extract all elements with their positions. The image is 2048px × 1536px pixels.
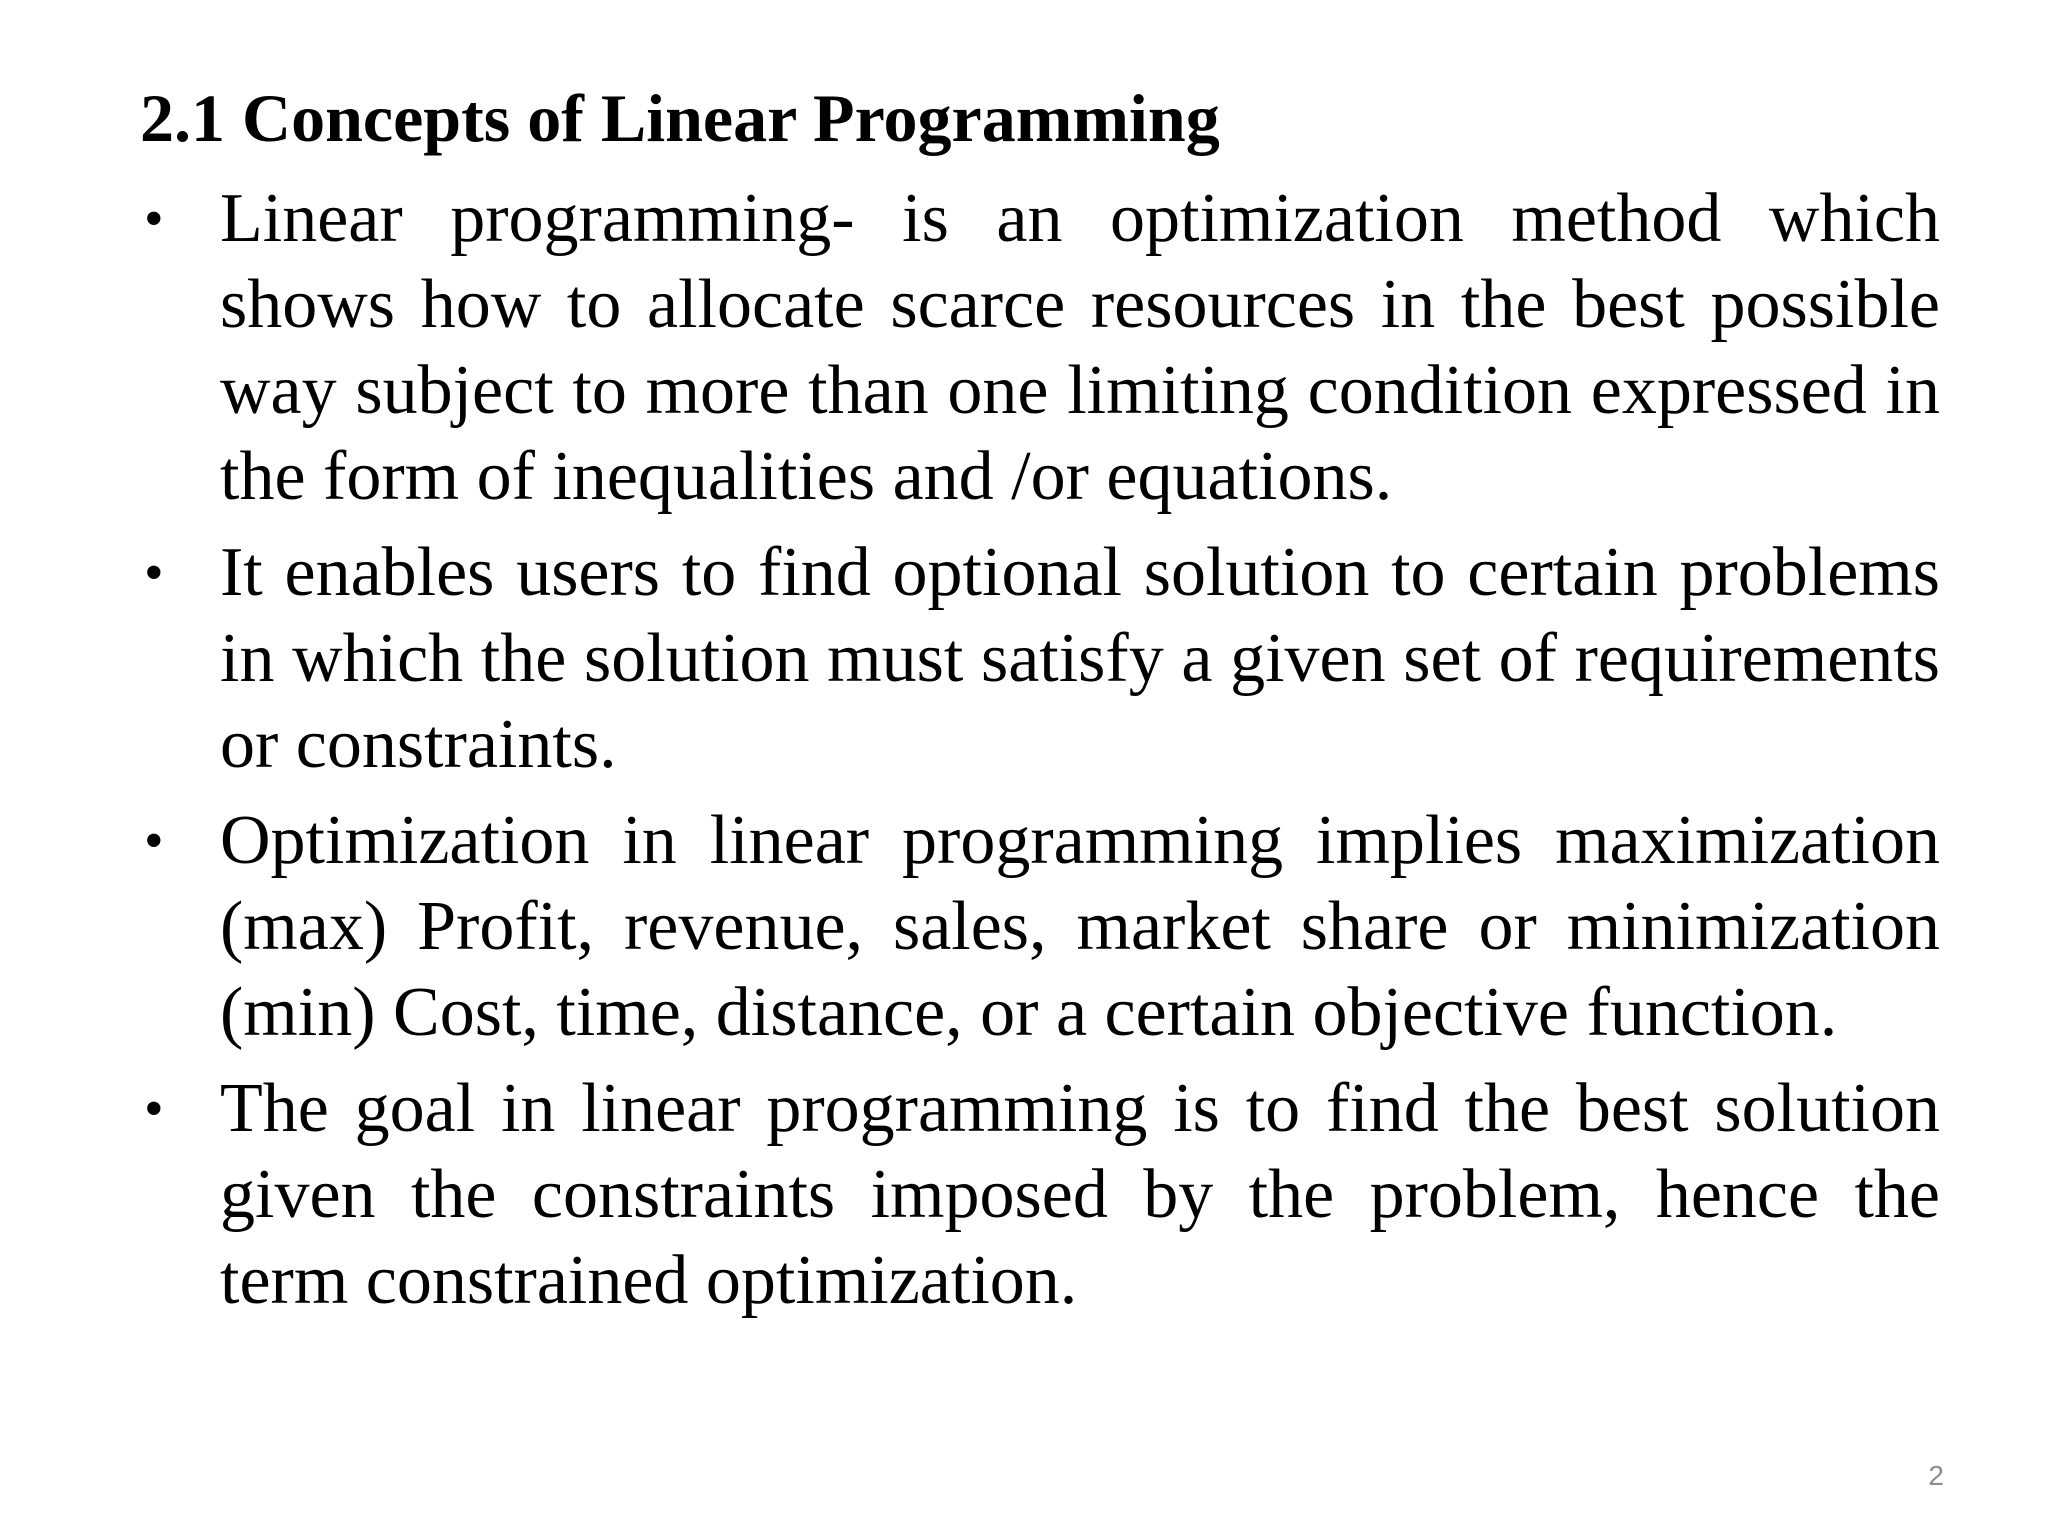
- bullet-item: [140, 798, 1940, 1056]
- bullet-icon: •: [144, 1078, 164, 1140]
- bullet-item: [140, 1066, 1940, 1324]
- bullet-icon: •: [144, 542, 164, 604]
- bullet-icon: •: [144, 810, 164, 872]
- bullet-list: [140, 176, 1940, 1334]
- bullet-text: Linear programming- is an optimization method which shows how to allocate scarce resources in the best possible way subject to more than one limiting condition expressed in the form of inequalities and /or equations.: [220, 180, 1940, 515]
- bullet-text: Optimization in linear programming implies maximization (max) Profit, revenue, sales, market share or minimization (min) Cost, time, distance, or a certain objective function.: [220, 802, 1940, 1051]
- bullet-icon: •: [144, 188, 164, 250]
- bullet-text: It enables users to find optional solution to certain problems in which the solution must satisfy a given set of requirements or constraints.: [220, 534, 1940, 783]
- bullet-text: The goal in linear programming is to find the best solution given the constraints imposed by the problem, hence the term constrained optimization.: [220, 1070, 1940, 1319]
- page-number: 2: [1928, 1460, 1944, 1491]
- bullet-item: [140, 176, 1940, 520]
- bullet-item: [140, 530, 1940, 788]
- slide-title: 2.1 Concepts of Linear Programming: [140, 80, 1220, 156]
